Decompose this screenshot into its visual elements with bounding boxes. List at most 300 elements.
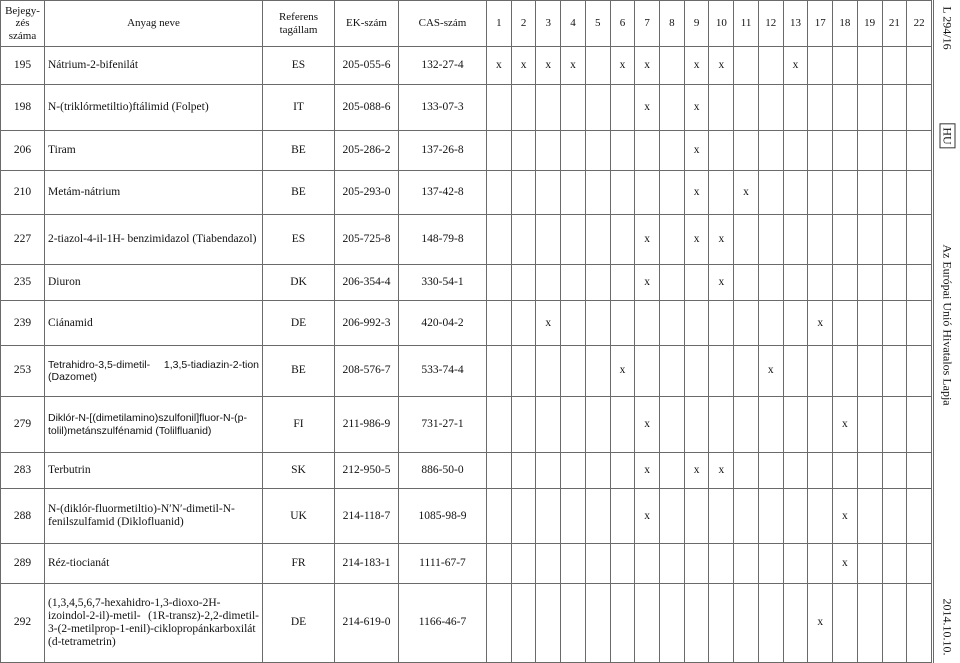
cell-mark-col-17	[808, 265, 833, 301]
cell-code: 206	[1, 131, 45, 170]
cell-mark-col-4	[561, 583, 586, 662]
table-row	[1, 397, 932, 453]
cell-mark-col-18	[833, 170, 858, 215]
cell-mark-col-6	[610, 453, 635, 489]
cell-code: 292	[1, 583, 45, 662]
cell-cas: 132-27-4	[399, 47, 487, 85]
cell-mark-col-5	[585, 265, 610, 301]
cell-mark-col-21	[882, 544, 907, 583]
page-reference: L 294/16	[940, 6, 955, 50]
cell-mark-col-17	[808, 170, 833, 215]
cell-code: 279	[1, 397, 45, 453]
cell-mark-col-1	[487, 583, 512, 662]
cell-mark-col-22	[907, 453, 932, 489]
cell-mark-col-9: x	[684, 85, 709, 131]
cell-mark-col-2	[511, 397, 536, 453]
cell-mark-col-2	[511, 453, 536, 489]
cell-ek: 206-992-3	[335, 301, 399, 346]
cell-name: 2-tiazol-4-il-1H- benzimidazol (Tiabendazol)	[45, 215, 263, 265]
cell-mark-col-6	[610, 397, 635, 453]
header-column-9: 9	[684, 1, 709, 47]
cell-mark-col-2	[511, 544, 536, 583]
cell-mark-col-22	[907, 47, 932, 85]
cell-name: (1,3,4,5,6,7-hexahidro-1,3-dioxo-2H-izoindol-2-il)-metil- (1R-transz)-2,2-dimetil-3-(2-metilprop-1-enil)-ciklopropánkarboxilát (d-tetrametrin)	[45, 583, 263, 662]
cell-mark-col-12	[758, 131, 783, 170]
cell-mark-col-8	[660, 544, 685, 583]
cell-mark-col-9	[684, 301, 709, 346]
cell-mark-col-10	[709, 346, 734, 397]
cell-mark-col-7: x	[635, 489, 660, 544]
table-row	[1, 85, 932, 131]
cell-mark-col-4	[561, 397, 586, 453]
header-column-3: 3	[536, 1, 561, 47]
cell-mark-col-12	[758, 265, 783, 301]
cell-mark-col-2	[511, 131, 536, 170]
header-column-1: 1	[487, 1, 512, 47]
cell-mark-col-3	[536, 85, 561, 131]
header-ek: EK-szám	[335, 1, 399, 47]
cell-mark-col-4	[561, 489, 586, 544]
header-column-10: 10	[709, 1, 734, 47]
cell-mark-col-10: x	[709, 453, 734, 489]
cell-mark-col-10: x	[709, 47, 734, 85]
cell-mark-col-10	[709, 85, 734, 131]
cell-mark-col-5	[585, 453, 610, 489]
cell-ref: DE	[263, 301, 335, 346]
cell-mark-col-18	[833, 85, 858, 131]
cell-mark-col-5	[585, 301, 610, 346]
cell-mark-col-19	[857, 85, 882, 131]
cell-mark-col-1	[487, 544, 512, 583]
cell-mark-col-17	[808, 397, 833, 453]
cell-mark-col-21	[882, 215, 907, 265]
header-column-2: 2	[511, 1, 536, 47]
cell-mark-col-12	[758, 583, 783, 662]
cell-cas: 330-54-1	[399, 265, 487, 301]
cell-mark-col-7: x	[635, 85, 660, 131]
cell-mark-col-13	[783, 131, 808, 170]
cell-mark-col-2	[511, 583, 536, 662]
cell-ref: DE	[263, 583, 335, 662]
cell-mark-col-1	[487, 346, 512, 397]
cell-mark-col-22	[907, 170, 932, 215]
cell-cas: 137-42-8	[399, 170, 487, 215]
cell-mark-col-18	[833, 583, 858, 662]
cell-ref: BE	[263, 346, 335, 397]
table-row	[1, 453, 932, 489]
header-column-11: 11	[734, 1, 759, 47]
cell-mark-col-3	[536, 170, 561, 215]
cell-mark-col-10	[709, 131, 734, 170]
cell-mark-col-13	[783, 265, 808, 301]
cell-code: 283	[1, 453, 45, 489]
cell-mark-col-10: x	[709, 215, 734, 265]
cell-name: N-(diklór-fluormetiltio)-N′N′-dimetil-N-fenilszulfamid (Diklofluanid)	[45, 489, 263, 544]
header-column-13: 13	[783, 1, 808, 47]
cell-mark-col-5	[585, 131, 610, 170]
cell-mark-col-3: x	[536, 301, 561, 346]
cell-mark-col-1	[487, 265, 512, 301]
cell-code: 198	[1, 85, 45, 131]
cell-mark-col-3	[536, 544, 561, 583]
cell-mark-col-7: x	[635, 453, 660, 489]
cell-code: 253	[1, 346, 45, 397]
side-margin	[933, 0, 960, 663]
cell-mark-col-21	[882, 85, 907, 131]
header-name: Anyag neve	[45, 1, 263, 47]
publication-date: 2014.10.10.	[940, 598, 955, 656]
cell-mark-col-11	[734, 301, 759, 346]
header-column-6: 6	[610, 1, 635, 47]
cell-mark-col-22	[907, 265, 932, 301]
table-header-row	[1, 1, 932, 47]
cell-mark-col-19	[857, 489, 882, 544]
cell-mark-col-19	[857, 453, 882, 489]
cell-mark-col-12	[758, 170, 783, 215]
cell-mark-col-7	[635, 544, 660, 583]
cell-mark-col-13	[783, 215, 808, 265]
header-column-12: 12	[758, 1, 783, 47]
cell-mark-col-17	[808, 85, 833, 131]
cell-cas: 1166-46-7	[399, 583, 487, 662]
cell-mark-col-12: x	[758, 346, 783, 397]
cell-mark-col-6	[610, 583, 635, 662]
cell-mark-col-18	[833, 301, 858, 346]
language-badge	[940, 123, 955, 148]
cell-mark-col-19	[857, 170, 882, 215]
cell-mark-col-22	[907, 583, 932, 662]
cell-mark-col-17	[808, 544, 833, 583]
cell-mark-col-5	[585, 397, 610, 453]
cell-mark-col-7	[635, 583, 660, 662]
cell-mark-col-21	[882, 583, 907, 662]
cell-mark-col-13	[783, 453, 808, 489]
table-row	[1, 215, 932, 265]
cell-mark-col-8	[660, 215, 685, 265]
cell-mark-col-12	[758, 453, 783, 489]
cell-mark-col-10	[709, 544, 734, 583]
cell-mark-col-19	[857, 47, 882, 85]
cell-mark-col-4	[561, 453, 586, 489]
cell-mark-col-12	[758, 85, 783, 131]
cell-mark-col-2	[511, 215, 536, 265]
cell-mark-col-11	[734, 85, 759, 131]
cell-mark-col-11	[734, 489, 759, 544]
cell-ref: SK	[263, 453, 335, 489]
cell-ref: ES	[263, 215, 335, 265]
cell-mark-col-7	[635, 301, 660, 346]
cell-mark-col-4	[561, 265, 586, 301]
cell-ek: 212-950-5	[335, 453, 399, 489]
cell-mark-col-3	[536, 346, 561, 397]
cell-mark-col-12	[758, 301, 783, 346]
cell-mark-col-8	[660, 47, 685, 85]
cell-name: Tetrahidro-3,5-dimetil- 1,3,5-tiadiazin-2-tion (Dazomet)	[45, 346, 263, 397]
cell-mark-col-5	[585, 170, 610, 215]
cell-mark-col-22	[907, 85, 932, 131]
cell-mark-col-7	[635, 170, 660, 215]
cell-mark-col-10: x	[709, 265, 734, 301]
cell-mark-col-6	[610, 265, 635, 301]
cell-mark-col-7	[635, 346, 660, 397]
table-row	[1, 170, 932, 215]
cell-code: 195	[1, 47, 45, 85]
cell-mark-col-11: x	[734, 170, 759, 215]
cell-ek: 208-576-7	[335, 346, 399, 397]
cell-mark-col-22	[907, 131, 932, 170]
cell-name: Tiram	[45, 131, 263, 170]
header-column-8: 8	[660, 1, 685, 47]
cell-mark-col-5	[585, 346, 610, 397]
cell-mark-col-7: x	[635, 215, 660, 265]
cell-ek: 205-055-6	[335, 47, 399, 85]
journal-title: Az Európai Unió Hivatalos Lapja	[940, 244, 955, 406]
cell-mark-col-3: x	[536, 47, 561, 85]
cell-mark-col-3	[536, 265, 561, 301]
cell-cas: 133-07-3	[399, 85, 487, 131]
cell-mark-col-22	[907, 489, 932, 544]
cell-mark-col-4	[561, 170, 586, 215]
cell-mark-col-9: x	[684, 215, 709, 265]
cell-ref: DK	[263, 265, 335, 301]
header-column-18: 18	[833, 1, 858, 47]
cell-mark-col-10	[709, 489, 734, 544]
cell-mark-col-4	[561, 85, 586, 131]
cell-mark-col-19	[857, 215, 882, 265]
cell-mark-col-19	[857, 265, 882, 301]
cell-mark-col-6	[610, 489, 635, 544]
table-row	[1, 346, 932, 397]
cell-mark-col-21	[882, 397, 907, 453]
cell-mark-col-11	[734, 215, 759, 265]
cell-mark-col-2: x	[511, 47, 536, 85]
cell-mark-col-13	[783, 85, 808, 131]
cell-mark-col-7: x	[635, 265, 660, 301]
cell-mark-col-7	[635, 131, 660, 170]
cell-mark-col-17	[808, 346, 833, 397]
cell-mark-col-13	[783, 170, 808, 215]
cell-mark-col-5	[585, 544, 610, 583]
cell-mark-col-8	[660, 301, 685, 346]
cell-mark-col-12	[758, 47, 783, 85]
header-column-21: 21	[882, 1, 907, 47]
cell-mark-col-21	[882, 131, 907, 170]
cell-mark-col-9	[684, 265, 709, 301]
cell-code: 239	[1, 301, 45, 346]
cell-mark-col-6	[610, 301, 635, 346]
cell-cas: 1085-98-9	[399, 489, 487, 544]
cell-mark-col-3	[536, 489, 561, 544]
cell-mark-col-1	[487, 215, 512, 265]
cell-code: 288	[1, 489, 45, 544]
cell-ek: 205-725-8	[335, 215, 399, 265]
cell-name: Metám-nátrium	[45, 170, 263, 215]
cell-code: 210	[1, 170, 45, 215]
cell-ref: IT	[263, 85, 335, 131]
cell-mark-col-6	[610, 170, 635, 215]
cell-mark-col-9: x	[684, 453, 709, 489]
cell-mark-col-21	[882, 489, 907, 544]
cell-mark-col-9: x	[684, 170, 709, 215]
cell-mark-col-19	[857, 131, 882, 170]
header-column-4: 4	[561, 1, 586, 47]
cell-mark-col-8	[660, 170, 685, 215]
cell-mark-col-8	[660, 583, 685, 662]
cell-mark-col-17	[808, 489, 833, 544]
header-column-17: 17	[808, 1, 833, 47]
cell-mark-col-5	[585, 489, 610, 544]
cell-mark-col-11	[734, 131, 759, 170]
cell-mark-col-2	[511, 301, 536, 346]
table-row	[1, 489, 932, 544]
cell-mark-col-10	[709, 397, 734, 453]
cell-mark-col-6	[610, 131, 635, 170]
cell-cas: 1111-67-7	[399, 544, 487, 583]
cell-mark-col-2	[511, 265, 536, 301]
cell-ref: FR	[263, 544, 335, 583]
cell-mark-col-13	[783, 397, 808, 453]
cell-mark-col-1	[487, 131, 512, 170]
cell-mark-col-18	[833, 215, 858, 265]
cell-ek: 214-183-1	[335, 544, 399, 583]
cell-mark-col-4	[561, 544, 586, 583]
cell-mark-col-21	[882, 346, 907, 397]
table-row	[1, 301, 932, 346]
cell-mark-col-8	[660, 131, 685, 170]
table-row	[1, 583, 932, 662]
cell-cas: 420-04-2	[399, 301, 487, 346]
cell-mark-col-19	[857, 397, 882, 453]
cell-mark-col-1	[487, 453, 512, 489]
cell-mark-col-9: x	[684, 131, 709, 170]
cell-mark-col-6: x	[610, 47, 635, 85]
cell-mark-col-18	[833, 265, 858, 301]
cell-name: Diuron	[45, 265, 263, 301]
cell-mark-col-12	[758, 397, 783, 453]
cell-code: 235	[1, 265, 45, 301]
cell-mark-col-3	[536, 131, 561, 170]
table-row	[1, 131, 932, 170]
cell-mark-col-9	[684, 489, 709, 544]
cell-name: N-(triklórmetiltio)ftálimid (Folpet)	[45, 85, 263, 131]
cell-ek: 214-118-7	[335, 489, 399, 544]
header-column-7: 7	[635, 1, 660, 47]
cell-mark-col-6: x	[610, 346, 635, 397]
cell-mark-col-9	[684, 583, 709, 662]
cell-mark-col-12	[758, 544, 783, 583]
cell-mark-col-1: x	[487, 47, 512, 85]
cell-code: 227	[1, 215, 45, 265]
cell-mark-col-10	[709, 170, 734, 215]
cell-mark-col-12	[758, 215, 783, 265]
cell-mark-col-3	[536, 453, 561, 489]
cell-mark-col-9	[684, 544, 709, 583]
cell-mark-col-18: x	[833, 397, 858, 453]
cell-mark-col-1	[487, 489, 512, 544]
header-column-5: 5	[585, 1, 610, 47]
cell-mark-col-5	[585, 215, 610, 265]
cell-mark-col-19	[857, 544, 882, 583]
cell-mark-col-18	[833, 453, 858, 489]
cell-ek: 205-286-2	[335, 131, 399, 170]
cell-mark-col-17: x	[808, 583, 833, 662]
cell-mark-col-11	[734, 544, 759, 583]
cell-mark-col-11	[734, 583, 759, 662]
cell-ek: 205-293-0	[335, 170, 399, 215]
cell-mark-col-18	[833, 131, 858, 170]
cell-mark-col-13: x	[783, 47, 808, 85]
cell-mark-col-10	[709, 301, 734, 346]
cell-mark-col-5	[585, 47, 610, 85]
cell-mark-col-8	[660, 346, 685, 397]
cell-mark-col-9	[684, 397, 709, 453]
table-body	[1, 47, 932, 663]
cell-mark-col-13	[783, 489, 808, 544]
cell-mark-col-2	[511, 170, 536, 215]
cell-mark-col-9	[684, 346, 709, 397]
table-row	[1, 47, 932, 85]
cell-ref: BE	[263, 131, 335, 170]
cell-mark-col-9: x	[684, 47, 709, 85]
cell-mark-col-1	[487, 301, 512, 346]
header-code: Bejegy-zés száma	[1, 1, 45, 47]
cell-mark-col-12	[758, 489, 783, 544]
cell-mark-col-2	[511, 85, 536, 131]
cell-ref: BE	[263, 170, 335, 215]
cell-mark-col-8	[660, 85, 685, 131]
cell-ek: 205-088-6	[335, 85, 399, 131]
cell-mark-col-4: x	[561, 47, 586, 85]
cell-mark-col-19	[857, 301, 882, 346]
cell-ref: FI	[263, 397, 335, 453]
cell-mark-col-17: x	[808, 301, 833, 346]
cell-mark-col-19	[857, 346, 882, 397]
cell-mark-col-22	[907, 346, 932, 397]
cell-mark-col-21	[882, 47, 907, 85]
cell-name: Nátrium-2-bifenilát	[45, 47, 263, 85]
cell-name: Ciánamid	[45, 301, 263, 346]
table-row	[1, 265, 932, 301]
cell-mark-col-18: x	[833, 544, 858, 583]
cell-mark-col-3	[536, 583, 561, 662]
cell-mark-col-8	[660, 453, 685, 489]
cell-mark-col-11	[734, 397, 759, 453]
cell-mark-col-1	[487, 85, 512, 131]
header-column-22: 22	[907, 1, 932, 47]
header-cas: CAS-szám	[399, 1, 487, 47]
cell-ek: 214-619-0	[335, 583, 399, 662]
cell-mark-col-22	[907, 215, 932, 265]
cell-mark-col-5	[585, 583, 610, 662]
cell-mark-col-11	[734, 346, 759, 397]
cell-mark-col-18	[833, 346, 858, 397]
cell-mark-col-22	[907, 397, 932, 453]
cell-cas: 533-74-4	[399, 346, 487, 397]
cell-cas: 137-26-8	[399, 131, 487, 170]
cell-mark-col-17	[808, 453, 833, 489]
cell-mark-col-21	[882, 453, 907, 489]
cell-name: Réz-tiocianát	[45, 544, 263, 583]
cell-mark-col-8	[660, 489, 685, 544]
cell-ek: 206-354-4	[335, 265, 399, 301]
cell-mark-col-13	[783, 301, 808, 346]
cell-mark-col-17	[808, 215, 833, 265]
cell-mark-col-8	[660, 265, 685, 301]
cell-cas: 731-27-1	[399, 397, 487, 453]
cell-mark-col-2	[511, 346, 536, 397]
cell-mark-col-5	[585, 85, 610, 131]
cell-mark-col-18: x	[833, 489, 858, 544]
